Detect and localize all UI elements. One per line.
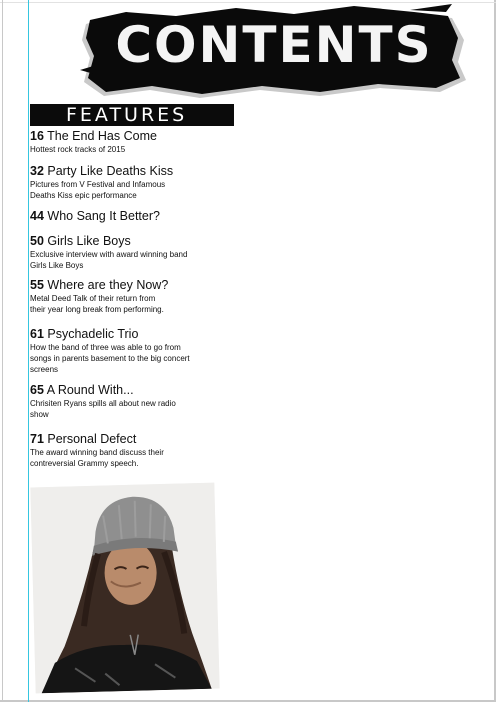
column-guide-line	[28, 0, 29, 702]
article-heading	[30, 278, 230, 293]
page-number: 44	[30, 209, 44, 223]
portrait-illustration	[30, 483, 219, 694]
contents-masthead	[80, 0, 468, 102]
article-title: The End Has Come	[47, 129, 157, 143]
article-entry	[30, 164, 230, 201]
article-description: Pictures from V Festival and Infamous Deaths Kiss epic performance	[30, 180, 166, 200]
article-entry	[30, 327, 230, 375]
article-description: Metal Deed Talk of their return from their year long break from performing.	[30, 294, 164, 314]
article-description: Hottest rock tracks of 2015	[30, 145, 126, 154]
article-title: Psychadelic Trio	[47, 327, 139, 341]
article-entry	[30, 432, 230, 469]
article-heading	[30, 234, 230, 249]
article-heading	[30, 327, 230, 342]
page-number: 55	[30, 278, 44, 292]
article-entry	[30, 278, 230, 315]
article-title: Personal Defect	[47, 432, 137, 446]
article-heading	[30, 209, 230, 224]
section-title-bar: FEATURES	[30, 104, 234, 126]
masthead-title: CONTENTS	[115, 16, 433, 74]
page-number: 61	[30, 327, 44, 341]
page-number: 16	[30, 129, 44, 143]
article-description: Chrisiten Ryans spills all about new radio show	[30, 399, 176, 419]
page-number: 65	[30, 383, 44, 397]
article-entry	[30, 129, 230, 155]
article-title: Girls Like Boys	[47, 234, 131, 248]
article-title: A Round With...	[46, 383, 134, 397]
article-entry	[30, 234, 230, 271]
article-description: Exclusive interview with award winning band Girls Like Boys	[30, 250, 188, 270]
left-margin-guide	[2, 0, 3, 702]
article-heading	[30, 164, 230, 179]
article-heading	[30, 432, 230, 447]
featured-photo	[30, 483, 219, 694]
page-number: 71	[30, 432, 44, 446]
article-title: Where are they Now?	[47, 278, 169, 292]
article-description: How the band of three was able to go from songs in parents basement to the big concert screens	[30, 343, 190, 374]
page-number: 50	[30, 234, 44, 248]
article-heading	[30, 129, 230, 144]
article-entry	[30, 209, 230, 224]
page-number: 32	[30, 164, 44, 178]
article-description: The award winning band discuss their contreversial Grammy speech.	[30, 448, 164, 468]
article-heading	[30, 383, 230, 398]
article-entry	[30, 383, 230, 420]
article-title: Who Sang It Better?	[47, 209, 160, 223]
article-title: Party Like Deaths Kiss	[47, 164, 174, 178]
